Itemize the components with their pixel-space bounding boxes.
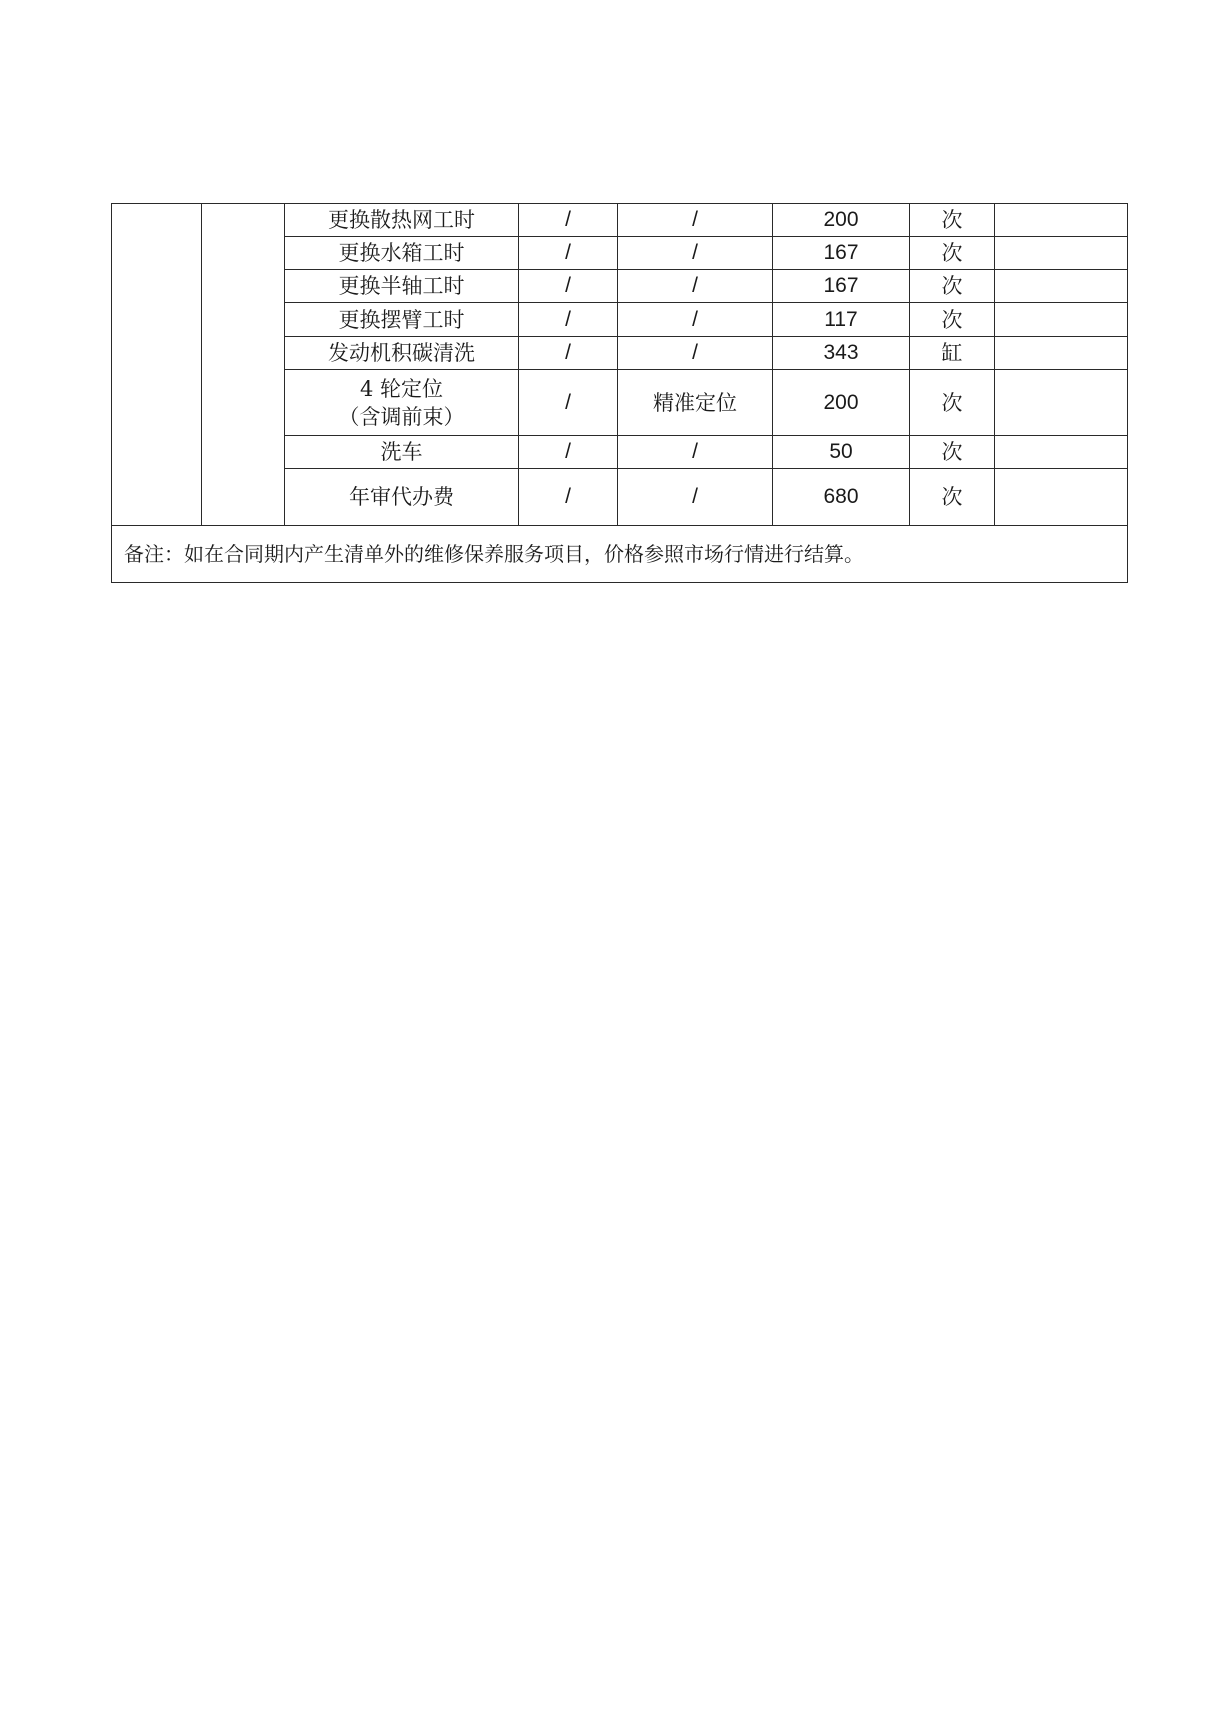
standard-cell: 精准定位 — [618, 370, 773, 436]
note-cell — [995, 303, 1128, 337]
spec-cell: / — [519, 337, 618, 370]
item-cell: 发动机积碳清洗 — [285, 337, 519, 370]
unit-cell: 次 — [910, 469, 995, 526]
table-row — [112, 204, 1128, 237]
item-cell: 年审代办费 — [285, 469, 519, 526]
spec-cell: / — [519, 303, 618, 337]
price-cell: 200 — [773, 370, 910, 436]
spec-cell: / — [519, 370, 618, 436]
note-cell — [995, 469, 1128, 526]
subcategory-cell — [202, 204, 285, 526]
item-cell: 洗车 — [285, 436, 519, 469]
item-cell — [285, 370, 519, 436]
standard-cell: / — [618, 436, 773, 469]
standard-cell: / — [618, 469, 773, 526]
spec-cell: / — [519, 237, 618, 270]
price-cell: 167 — [773, 270, 910, 303]
unit-cell: 次 — [910, 204, 995, 237]
spec-cell: / — [519, 204, 618, 237]
note-cell — [995, 270, 1128, 303]
unit-cell: 次 — [910, 237, 995, 270]
note-cell — [995, 436, 1128, 469]
remark-cell: 备注：如在合同期内产生清单外的维修保养服务项目，价格参照市场行情进行结算。 — [112, 526, 1128, 583]
item-line: 4 轮定位 — [359, 376, 444, 401]
item-cell: 更换半轴工时 — [285, 270, 519, 303]
unit-cell: 次 — [910, 370, 995, 436]
note-cell — [995, 370, 1128, 436]
item-line: （含调前束） — [338, 404, 465, 429]
item-cell: 更换散热网工时 — [285, 204, 519, 237]
price-cell: 680 — [773, 469, 910, 526]
note-cell — [995, 237, 1128, 270]
item-cell: 更换摆臂工时 — [285, 303, 519, 337]
note-cell — [995, 204, 1128, 237]
unit-cell: 次 — [910, 436, 995, 469]
category-cell — [112, 204, 202, 526]
standard-cell: / — [618, 204, 773, 237]
standard-cell: / — [618, 237, 773, 270]
price-cell: 343 — [773, 337, 910, 370]
standard-cell: / — [618, 270, 773, 303]
spec-cell: / — [519, 436, 618, 469]
price-cell: 200 — [773, 204, 910, 237]
standard-cell: / — [618, 303, 773, 337]
price-cell: 167 — [773, 237, 910, 270]
spec-cell: / — [519, 270, 618, 303]
note-cell — [995, 337, 1128, 370]
price-cell: 117 — [773, 303, 910, 337]
item-cell: 更换水箱工时 — [285, 237, 519, 270]
price-cell: 50 — [773, 436, 910, 469]
service-price-table — [111, 203, 1128, 583]
remark-row — [112, 526, 1128, 583]
unit-cell: 次 — [910, 270, 995, 303]
unit-cell: 缸 — [910, 337, 995, 370]
standard-cell: / — [618, 337, 773, 370]
unit-cell: 次 — [910, 303, 995, 337]
spec-cell: / — [519, 469, 618, 526]
